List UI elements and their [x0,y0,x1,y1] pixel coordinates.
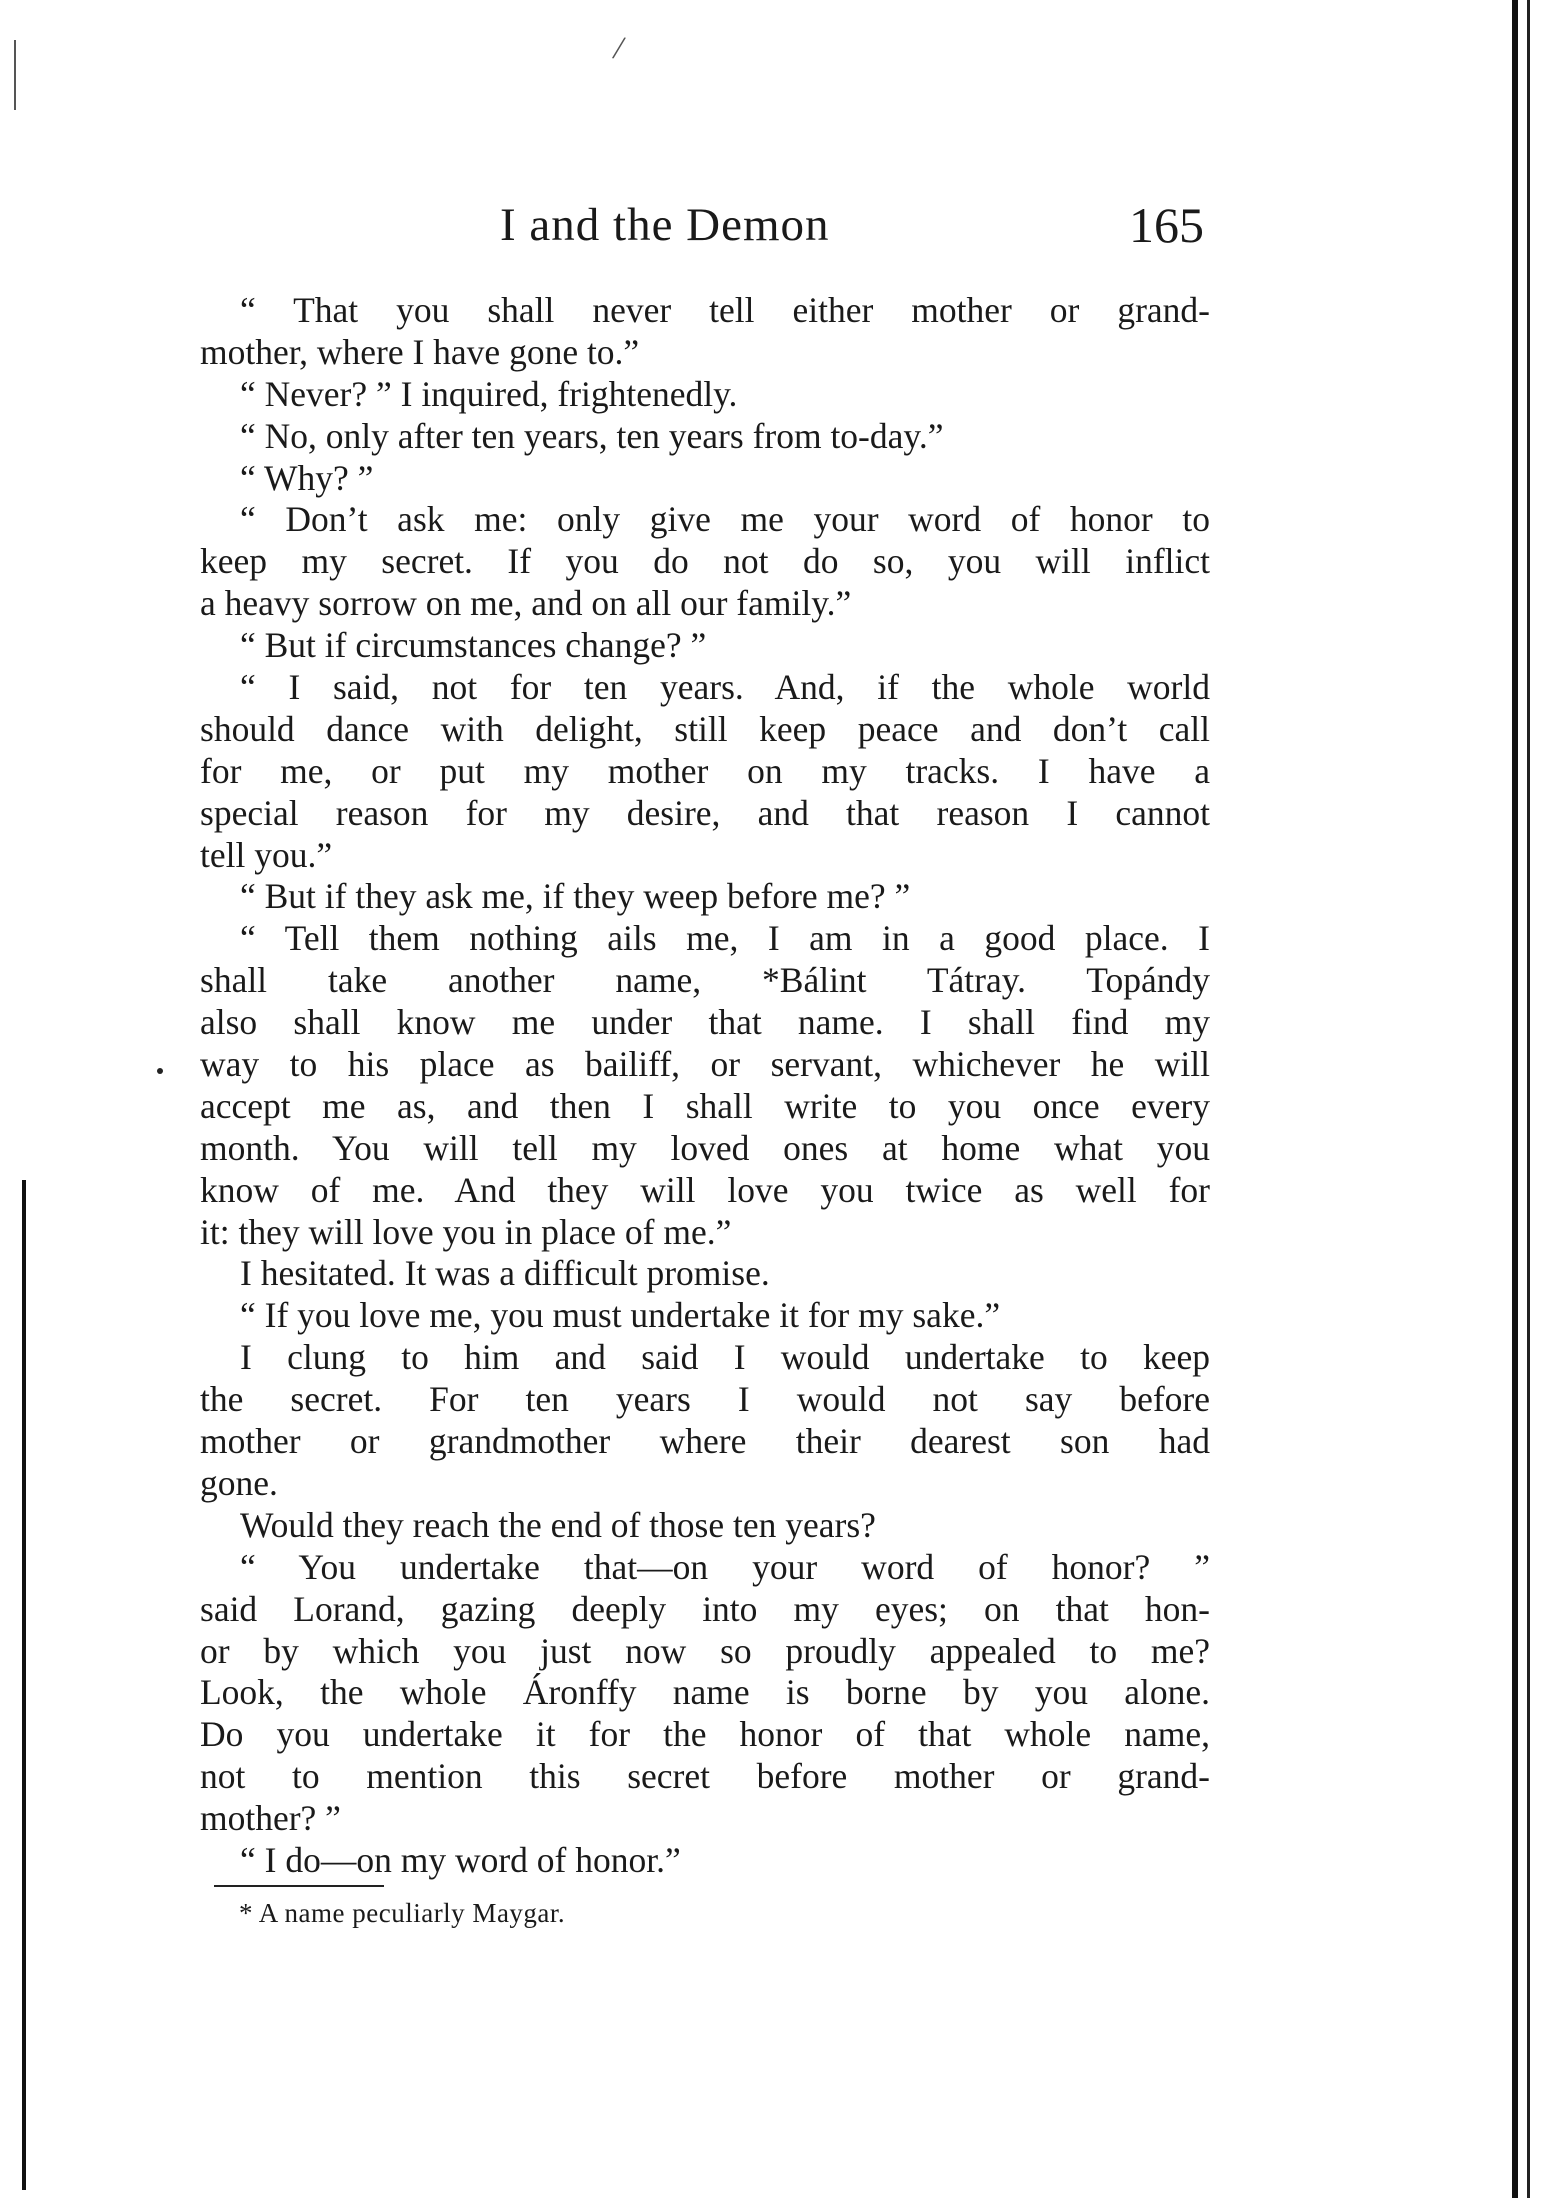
text-line: “ Tell them nothing ails me, I am in a good place. I [240,918,1210,959]
text-line: “ I said, not for ten years. And, if the whole world [240,667,1210,708]
text-line: keep my secret. If you do not do so, you will inflict [200,541,1210,582]
text-line: “ That you shall never tell either mother or grand- [240,290,1210,330]
text-line: month. You will tell my loved ones at home what you [200,1127,1210,1168]
text-line: “ You undertake that—on your word of honor? ” [240,1546,1210,1587]
text-line: for me, or put my mother on my tracks. I have a [200,750,1210,791]
text-line: shall take another name, *Bálint Tátray. Topándy [200,960,1210,1001]
page-number: 165 [1129,197,1204,253]
text-line: “ But if they ask me, if they weep before me? ” [240,876,911,917]
text-line: I clung to him and said I would undertake to keep [240,1337,1210,1378]
text-line: Do you undertake it for the honor of that whole name, [200,1714,1210,1755]
text-line: accept me as, and then I shall write to you once every [200,1085,1210,1126]
body-text [200,290,1210,1882]
page-edge-mark [14,40,16,110]
text-line: “ Why? ” [240,457,374,498]
text-line: mother? ” [200,1798,341,1839]
text-line: said Lorand, gazing deeply into my eyes; on that hon- [200,1588,1210,1629]
text-line: gone. [200,1462,278,1503]
margin-dot [157,1068,163,1074]
text-line: Look, the whole Áronffy name is borne by you alone. [200,1672,1210,1713]
text-line: know of me. And they will love you twice as well for [200,1169,1210,1210]
text-line: “ No, only after ten years, ten years from to-day.” [240,415,944,456]
text-line: also shall know me under that name. I shall find my [200,1002,1210,1043]
page-edge-right-inner [1527,0,1530,2198]
text-line: a heavy sorrow on me, and on all our family.” [200,583,852,624]
text-line: it: they will love you in place of me.” [200,1211,732,1252]
text-line: special reason for my desire, and that reason I cannot [200,792,1210,833]
text-line: should dance with delight, still keep peace and don’t call [200,708,1210,749]
text-line: “ I do—on my word of honor.” [240,1839,681,1880]
footnote: * A name peculiarly Maygar. [239,1898,566,1928]
text-line: tell you.” [200,834,333,875]
text-line: “ Don’t ask me: only give me your word of honor to [240,499,1210,540]
chapter-title: I and the Demon [500,199,830,251]
text-line: or by which you just now so proudly appealed to me? [200,1630,1210,1671]
text-line: the secret. For ten years I would not say before [200,1379,1210,1420]
text-line: “ If you love me, you must undertake it for my sake.” [240,1295,1001,1336]
text-line: not to mention this secret before mother or grand- [200,1756,1210,1797]
page-edge-right [1512,0,1518,2198]
stray-pencil-mark: / [610,29,628,68]
footnote-rule [214,1885,384,1887]
binding-edge [22,1180,26,2190]
text-line: “ Never? ” I inquired, frightenedly. [240,373,738,414]
text-line: Would they reach the end of those ten years? [240,1504,876,1545]
text-line: mother, where I have gone to.” [200,331,640,372]
running-head [500,198,1220,258]
text-line: “ But if circumstances change? ” [240,625,707,666]
text-line: way to his place as bailiff, or servant, whichever he will [200,1044,1210,1085]
text-line: I hesitated. It was a difficult promise. [240,1253,770,1294]
text-line: mother or grandmother where their dearest son had [200,1421,1210,1462]
